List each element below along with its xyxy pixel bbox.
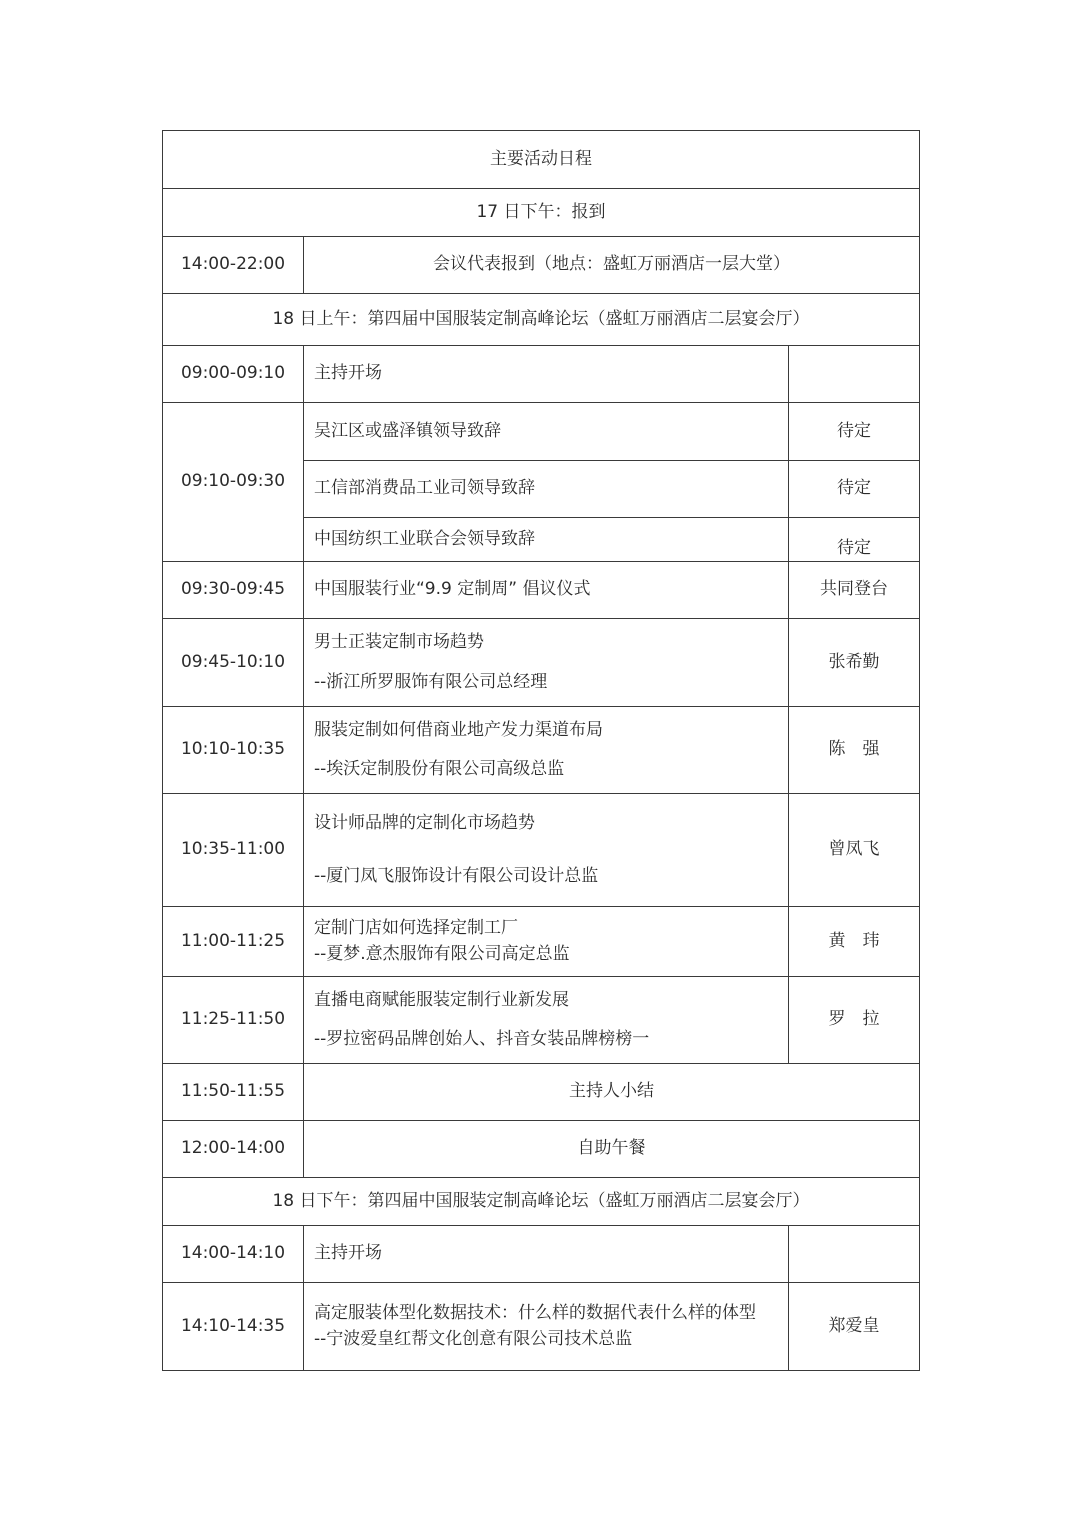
speaker-cell bbox=[789, 346, 920, 403]
topic-title: 定制门店如何选择定制工厂 bbox=[314, 918, 518, 938]
speaker-cell: 黄 玮 bbox=[789, 907, 920, 977]
speaker-cell: 曾凤飞 bbox=[789, 794, 920, 907]
topic-cell: 主持开场 bbox=[304, 1226, 789, 1283]
topic-title: 直播电商赋能服装定制行业新发展 bbox=[314, 989, 569, 1010]
time-cell: 09:00-09:10 bbox=[163, 346, 304, 403]
speaker-cell: 陈 强 bbox=[789, 707, 920, 794]
time-cell: 11:00-11:25 bbox=[163, 907, 304, 977]
time-cell: 09:45-10:10 bbox=[163, 619, 304, 707]
time-cell: 12:00-14:00 bbox=[163, 1121, 304, 1178]
time-cell: 14:00-22:00 bbox=[163, 237, 304, 294]
table-row bbox=[163, 619, 920, 707]
topic-title: 设计师品牌的定制化市场趋势 bbox=[314, 812, 535, 833]
checkin-desc: 会议代表报到（地点：盛虹万丽酒店一层大堂） bbox=[304, 237, 920, 294]
table-row bbox=[163, 907, 920, 977]
speaker-cell bbox=[789, 1226, 920, 1283]
topic-org: --夏梦.意杰服饰有限公司高定总监 bbox=[314, 943, 570, 964]
topic-cell bbox=[304, 977, 789, 1064]
topic-org: --埃沃定制股份有限公司高级总监 bbox=[314, 759, 565, 779]
topic-org: --宁波爱皇红帮文化创意有限公司技术总监 bbox=[314, 1328, 633, 1349]
table-row bbox=[163, 977, 920, 1064]
table-row bbox=[163, 707, 920, 794]
topic-cell: 中国纺织工业联合会领导致辞 bbox=[304, 518, 789, 562]
topic-cell bbox=[304, 619, 789, 707]
topic-title: 男士正装定制市场趋势 bbox=[314, 632, 484, 652]
topic-cell: 工信部消费品工业司领导致辞 bbox=[304, 461, 789, 518]
schedule-table bbox=[162, 130, 920, 1371]
speaker-cell: 共同登台 bbox=[789, 562, 920, 619]
table-row bbox=[163, 1121, 920, 1178]
time-cell: 11:25-11:50 bbox=[163, 977, 304, 1064]
speaker-cell: 张希勤 bbox=[789, 619, 920, 707]
table-row bbox=[163, 1283, 920, 1371]
topic-cell: 主持开场 bbox=[304, 346, 789, 403]
section-header-day1: 17 日下午：报到 bbox=[163, 189, 920, 237]
speaker-cell: 郑爱皇 bbox=[789, 1283, 920, 1371]
topic-cell bbox=[304, 794, 789, 907]
table-row bbox=[163, 1226, 920, 1283]
lunch-desc: 自助午餐 bbox=[304, 1121, 920, 1178]
topic-title: 服装定制如何借商业地产发力渠道布局 bbox=[314, 719, 603, 740]
topic-org: --罗拉密码品牌创始人、抖音女装品牌榜榜一 bbox=[314, 1029, 650, 1049]
topic-cell: 中国服装行业“9.9 定制周” 倡议仪式 bbox=[304, 562, 789, 619]
time-cell: 09:30-09:45 bbox=[163, 562, 304, 619]
table-row bbox=[163, 1064, 920, 1121]
topic-org: --厦门凤飞服饰设计有限公司设计总监 bbox=[314, 866, 599, 886]
speaker-cell: 待定 bbox=[789, 461, 920, 518]
topic-cell: 吴江区或盛泽镇领导致辞 bbox=[304, 403, 789, 461]
section-header-afternoon: 18 日下午：第四届中国服装定制高峰论坛（盛虹万丽酒店二层宴会厅） bbox=[163, 1178, 920, 1226]
time-cell: 14:00-14:10 bbox=[163, 1226, 304, 1283]
time-cell: 10:10-10:35 bbox=[163, 707, 304, 794]
topic-cell bbox=[304, 907, 789, 977]
table-row bbox=[163, 403, 920, 461]
speaker-cell: 待定 bbox=[789, 403, 920, 461]
table-row bbox=[163, 562, 920, 619]
speaker-cell: 罗 拉 bbox=[789, 977, 920, 1064]
table-row bbox=[163, 346, 920, 403]
topic-cell bbox=[304, 1283, 789, 1371]
speaker-cell: 待定 bbox=[789, 518, 920, 562]
topic-org: --浙江所罗服饰有限公司总经理 bbox=[314, 671, 548, 692]
time-cell: 10:35-11:00 bbox=[163, 794, 304, 907]
table-row bbox=[163, 794, 920, 907]
summary-desc: 主持人小结 bbox=[304, 1064, 920, 1121]
time-cell: 09:10-09:30 bbox=[163, 403, 304, 562]
time-cell: 11:50-11:55 bbox=[163, 1064, 304, 1121]
topic-cell bbox=[304, 707, 789, 794]
topic-title: 高定服装体型化数据技术：什么样的数据代表什么样的体型 bbox=[314, 1303, 756, 1323]
table-row bbox=[163, 237, 920, 294]
table-title: 主要活动日程 bbox=[163, 131, 920, 189]
section-header-morning: 18 日上午：第四届中国服装定制高峰论坛（盛虹万丽酒店二层宴会厅） bbox=[163, 294, 920, 346]
time-cell: 14:10-14:35 bbox=[163, 1283, 304, 1371]
